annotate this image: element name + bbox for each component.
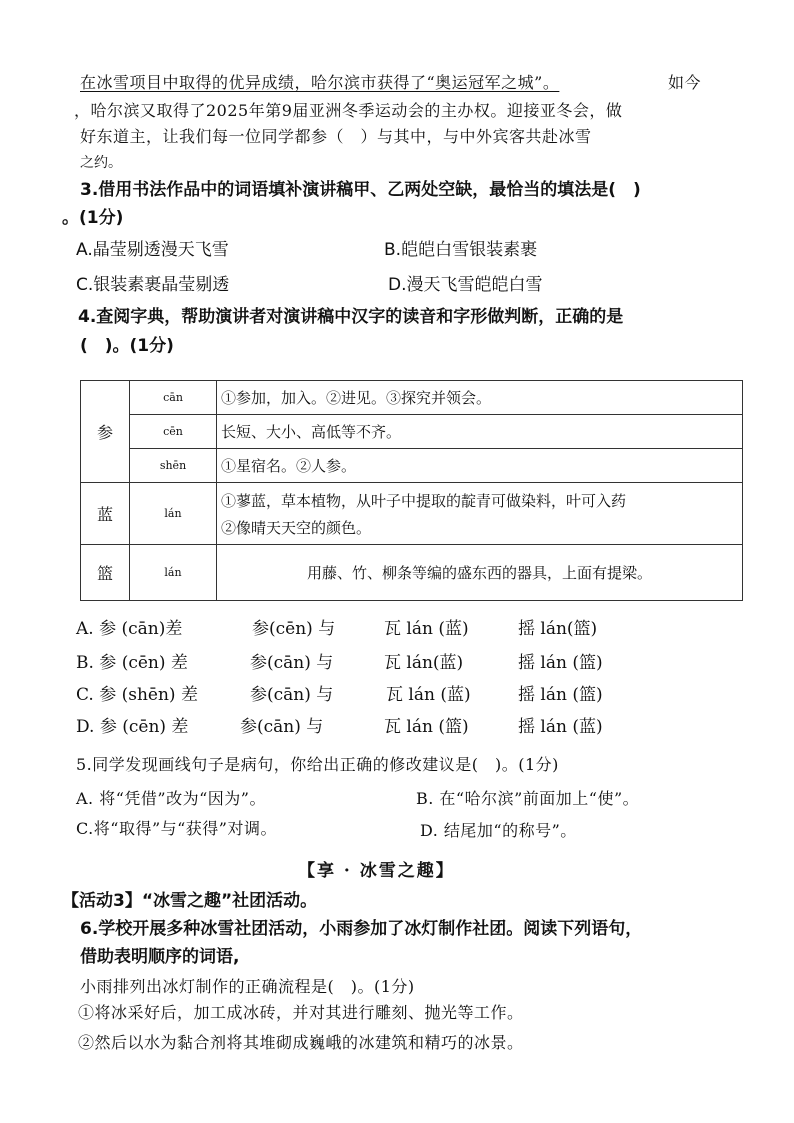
q5-option-c: C.将“取得”与“获得”对调。 (76, 819, 277, 838)
q4-option-b-1: B. 参 (cēn) 差 (76, 653, 188, 673)
q5-option-a: A. 将“凭借”改为“因为”。 (76, 789, 266, 808)
meaning-can1: ①参加，加入。②进见。③探究并领会。 (217, 381, 743, 415)
q3-stem-cont: 。(1分) (62, 208, 124, 228)
q4-option-b-4: 摇 lán (篮) (518, 653, 603, 673)
dictionary-table (80, 380, 743, 601)
passage-line1-tail: 如今 (668, 73, 702, 92)
q4-option-d-2: 参(cān) 与 (240, 717, 324, 737)
q4-option-d-4: 摇 lán (蓝) (518, 717, 603, 737)
q6-item-1: ①将冰采好后，加工成冰砖，并对其进行雕刻、抛光等工作。 (78, 1003, 524, 1022)
q4-stem: 4.查阅字典，帮助演讲者对演讲稿中汉字的读音和字形做判断，正确的是 (78, 307, 624, 327)
char-can: 参 (81, 381, 130, 483)
q5-option-d: D. 结尾加“的称号”。 (420, 821, 577, 840)
q6-stem: 6.学校开展多种冰雪社团活动，小雨参加了冰灯制作社团。阅读下列语句， (80, 919, 643, 939)
q4-stem-cont: ( )。(1分) (80, 336, 174, 356)
q6-line3: 小雨排列出冰灯制作的正确流程是( )。(1分) (80, 977, 415, 996)
pinyin-lan-basket: lán (130, 545, 217, 601)
q3-option-c: C.银装素裹晶莹剔透 (76, 275, 230, 295)
q3-option-a: A.晶莹剔透漫天飞雪 (76, 240, 229, 260)
passage-line2: ，哈尔滨又取得了2025年第9届亚洲冬季运动会的主办权。迎接亚冬会，做 (74, 101, 623, 120)
pinyin-can3: shēn (130, 449, 217, 483)
pinyin-lan-blue: lán (130, 483, 217, 545)
meaning-can2: 长短、大小、高低等不齐。 (217, 415, 743, 449)
q3-option-d: D.漫天飞雪皑皑白雪 (388, 275, 543, 295)
q6-stem-cont: 借助表明顺序的词语, (80, 947, 240, 967)
passage-line4: 之约。 (80, 155, 122, 171)
q4-option-a-3: 瓦 lán (蓝) (384, 619, 469, 639)
q4-option-b-3: 瓦 lán(蓝) (384, 653, 464, 673)
char-lan-blue: 蓝 (81, 483, 130, 545)
q3-stem: 3.借用书法作品中的词语填补演讲稿甲、乙两处空缺，最恰当的填法是( ) (80, 180, 641, 200)
q5-stem: 5.同学发现画线句子是病句，你给出正确的修改建议是( )。(1分) (76, 755, 559, 774)
q4-option-c-1: C. 参 (shēn) 差 (76, 685, 198, 705)
meaning-lan-basket: 用藤、竹、柳条等编的盛东西的器具，上面有提梁。 (217, 545, 743, 601)
meaning-can3: ①星宿名。②人参。 (217, 449, 743, 483)
passage-line3: 好东道主，让我们每一位同学都参（ ）与其中，与中外宾客共赴冰雪 (80, 127, 592, 146)
char-lan-basket: 篮 (81, 545, 130, 601)
q4-option-d-1: D. 参 (cēn) 差 (76, 717, 189, 737)
activity-title: 【活动3】“冰雪之趣”社团活动。 (62, 891, 318, 911)
q3-option-b: B.皑皑白雪银装素裹 (384, 240, 538, 260)
q4-option-d-3: 瓦 lán (篮) (384, 717, 469, 737)
meaning-lan-blue-1: ①蓼蓝，草本植物，从叶子中提取的靛青可做染料，叶可入药 (221, 491, 627, 510)
section-title: 【享 · 冰雪之趣】 (298, 861, 455, 881)
meaning-lan-blue-2: ②像晴天天空的颜色。 (221, 518, 372, 537)
q4-option-a-2: 参(cēn) 与 (252, 619, 336, 639)
pinyin-can2: cēn (130, 415, 217, 449)
q4-option-c-2: 参(cān) 与 (250, 685, 334, 705)
q5-option-b: B. 在“哈尔滨”前面加上“使”。 (416, 789, 640, 808)
q4-option-a-1: A. 参 (cān)差 (76, 619, 183, 639)
pinyin-can1: cān (130, 381, 217, 415)
q6-item-2: ②然后以水为黏合剂将其堆砌成巍峨的冰建筑和精巧的冰景。 (78, 1033, 524, 1052)
q4-option-b-2: 参(cān) 与 (250, 653, 334, 673)
q4-option-a-4: 摇 lán(篮) (518, 619, 598, 639)
underlined-sentence: 在冰雪项目中取得的优异成绩，哈尔滨市获得了“奥运冠军之城”。 (80, 73, 560, 92)
q4-option-c-3: 瓦 lán (蓝) (386, 685, 471, 705)
meaning-lan-blue (217, 483, 743, 545)
q4-option-c-4: 摇 lán (篮) (518, 685, 603, 705)
